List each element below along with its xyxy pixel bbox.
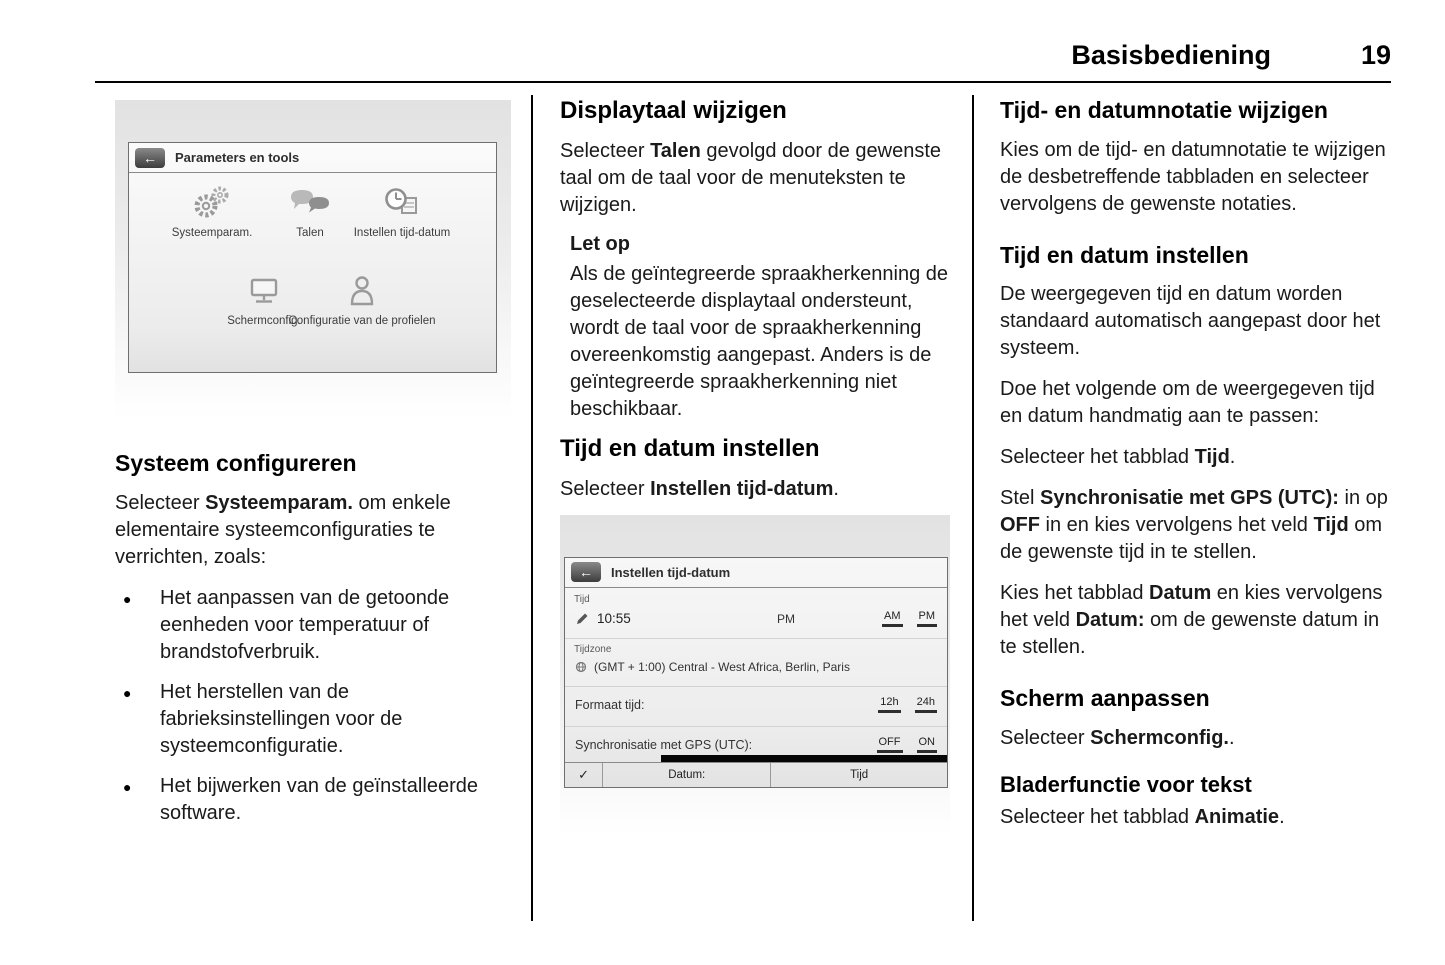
- am-option: AM: [882, 610, 903, 627]
- menu-item-systeemparam: [156, 185, 268, 239]
- note-body: Als de geïntegreerde spraakherkenning de geselecteerde displaytaal ondersteunt, wordt de taal voor de spraakherkenning overeenkomstig aangepast. Anders is de geïntegreerde spraakherkenning niet beschikbaar.: [570, 262, 949, 420]
- page-header: [95, 40, 1391, 71]
- meridiem-value: PM: [777, 611, 795, 626]
- format-toggle: [878, 696, 937, 713]
- tab-datum: Datum:: [603, 763, 771, 787]
- menu-item-instellen-tijd-datum: [343, 185, 461, 239]
- screenshot-instellen-tijd-datum: [560, 515, 950, 837]
- column-1: [95, 95, 531, 921]
- header-rule: [95, 81, 1391, 83]
- off-option: OFF: [877, 736, 903, 753]
- time-section-label: Tijd: [574, 593, 590, 605]
- paragraph-sync-off: Stel Synchronisatie met GPS (UTC): in op OFF in en kies vervolgens het veld Tijd om de gewenste tijd in te stellen.: [1000, 487, 1388, 564]
- timezone-section-label: Tijdzone: [574, 643, 612, 655]
- on-option: ON: [917, 736, 938, 753]
- paragraph-animatie: Selecteer het tabblad Animatie.: [1000, 806, 1285, 829]
- bullet-item: ● Het bijwerken van de geïnstalleerde software.: [115, 773, 511, 827]
- gps-sync-toggle: [877, 736, 938, 753]
- column-3: [972, 95, 1391, 921]
- globe-icon: [575, 661, 587, 673]
- timezone-value: (GMT + 1:00) Central - West Africa, Berlin, Paris: [594, 659, 850, 674]
- time-row: [565, 608, 947, 630]
- row-separator: [565, 638, 947, 639]
- section-heading-displaytaal: Displaytaal wijzigen: [560, 97, 787, 124]
- bullet-item: ● Het herstellen van de fabrieksinstellingen voor de systeemconfiguratie.: [115, 679, 511, 760]
- section-heading-bladerfunctie: Bladerfunctie voor tekst: [1000, 771, 1252, 797]
- row-separator: [565, 726, 947, 727]
- menu-item-configuratie-profielen: [287, 273, 437, 327]
- gps-sync-label: Synchronisatie met GPS (UTC):: [575, 737, 753, 752]
- active-tab-highlight-bar: [661, 755, 948, 762]
- paragraph-automatisch: De weergegeven tijd en datum worden standaard automatisch aangepast door het systeem.: [1000, 283, 1381, 360]
- back-button-image: [571, 562, 601, 582]
- page-number: 19: [1360, 40, 1391, 70]
- monitor-icon: [241, 273, 287, 309]
- tijd-datum-screen: [564, 557, 948, 788]
- gps-sync-row: [565, 734, 947, 756]
- menu-item-label: Instellen tijd-datum: [353, 227, 451, 239]
- back-arrow-icon: ←: [579, 564, 593, 581]
- back-button-image: [135, 148, 165, 168]
- section-heading-tijd-datum-col2: Tijd en datum instellen: [560, 434, 820, 462]
- parameters-screen-title: Parameters en tools: [175, 150, 300, 165]
- paragraph-tabblad-tijd: Selecteer het tabblad Tijd.: [1000, 446, 1236, 469]
- time-format-label: Formaat tijd:: [575, 697, 645, 712]
- time-format-row: [565, 694, 947, 716]
- paragraph-notatie: Kies om de tijd- en datumnotatie te wijzigen de desbetreffende tabbladen en selecteer vervolgens de gewenste notaties.: [1000, 138, 1386, 215]
- am-pm-toggle: [882, 610, 937, 627]
- pm-option: PM: [917, 610, 938, 627]
- paragraph-selecteer-instellen: Selecteer Instellen tijd-datum.: [560, 477, 839, 500]
- gears-icon: [189, 185, 235, 221]
- section-heading-tijd-datum-col3: Tijd en datum instellen: [1000, 241, 1249, 268]
- tijd-datum-titlebar: [565, 558, 947, 588]
- format-24h-option: 24h: [915, 696, 937, 713]
- paragraph-tabblad-datum: Kies het tabblad Datum en kies vervolgens het veld Datum: om de gewenste datum in te stellen.: [1000, 582, 1383, 659]
- menu-item-label: Systeemparam.: [171, 227, 253, 239]
- check-icon: ✓: [565, 763, 603, 787]
- content-columns: [95, 95, 1391, 921]
- bullet-list: [115, 585, 511, 827]
- timezone-row: [565, 658, 947, 676]
- chapter-title: Basisbediening: [1071, 40, 1271, 70]
- tijd-datum-screen-title: Instellen tijd-datum: [611, 564, 731, 580]
- clock-calendar-icon: [379, 185, 425, 221]
- paragraph-systeem-intro: Selecteer Systeemparam. om enkele elementaire systeemconfiguraties te verrichten, zoals:: [115, 491, 451, 568]
- parameters-titlebar: [129, 143, 496, 173]
- menu-item-label: Schermconfig.: [227, 315, 301, 327]
- note-title: Let op: [570, 232, 630, 255]
- back-arrow-icon: ←: [143, 149, 157, 166]
- menu-item-label: Configuratie van de profielen: [288, 315, 436, 327]
- bottom-tab-bar: [565, 762, 947, 787]
- note-block: [560, 233, 950, 423]
- profile-person-icon: [339, 273, 385, 309]
- pencil-icon: [575, 612, 589, 626]
- paragraph-displaytaal: Selecteer Talen gevolgd door de gewenste taal om de taal voor de menuteksten te wijzigen.: [560, 139, 942, 216]
- paragraph-handmatig: Doe het volgende om de weergegeven tijd en datum handmatig aan te passen:: [1000, 378, 1375, 428]
- paragraph-schermconfig: Selecteer Schermconfig..: [1000, 726, 1235, 749]
- tab-tijd: Tijd: [850, 768, 869, 781]
- time-value: 10:55: [597, 611, 631, 627]
- menu-item-label: Talen: [296, 227, 324, 239]
- section-heading-notatie-wijzigen: Tijd- en datumnotatie wijzigen: [1000, 97, 1328, 123]
- parameters-screen: [128, 142, 497, 373]
- bullet-item: ● Het aanpassen van de getoonde eenheden voor temperatuur of brandstofverbruik.: [115, 585, 511, 666]
- row-separator: [565, 686, 947, 687]
- section-heading-systeem-configureren: Systeem configureren: [115, 450, 357, 476]
- screenshot-parameters-en-tools: [115, 100, 511, 420]
- speech-bubbles-icon: [287, 185, 333, 221]
- column-2: [531, 95, 972, 921]
- format-12h-option: 12h: [878, 696, 900, 713]
- section-heading-scherm-aanpassen: Scherm aanpassen: [1000, 685, 1210, 712]
